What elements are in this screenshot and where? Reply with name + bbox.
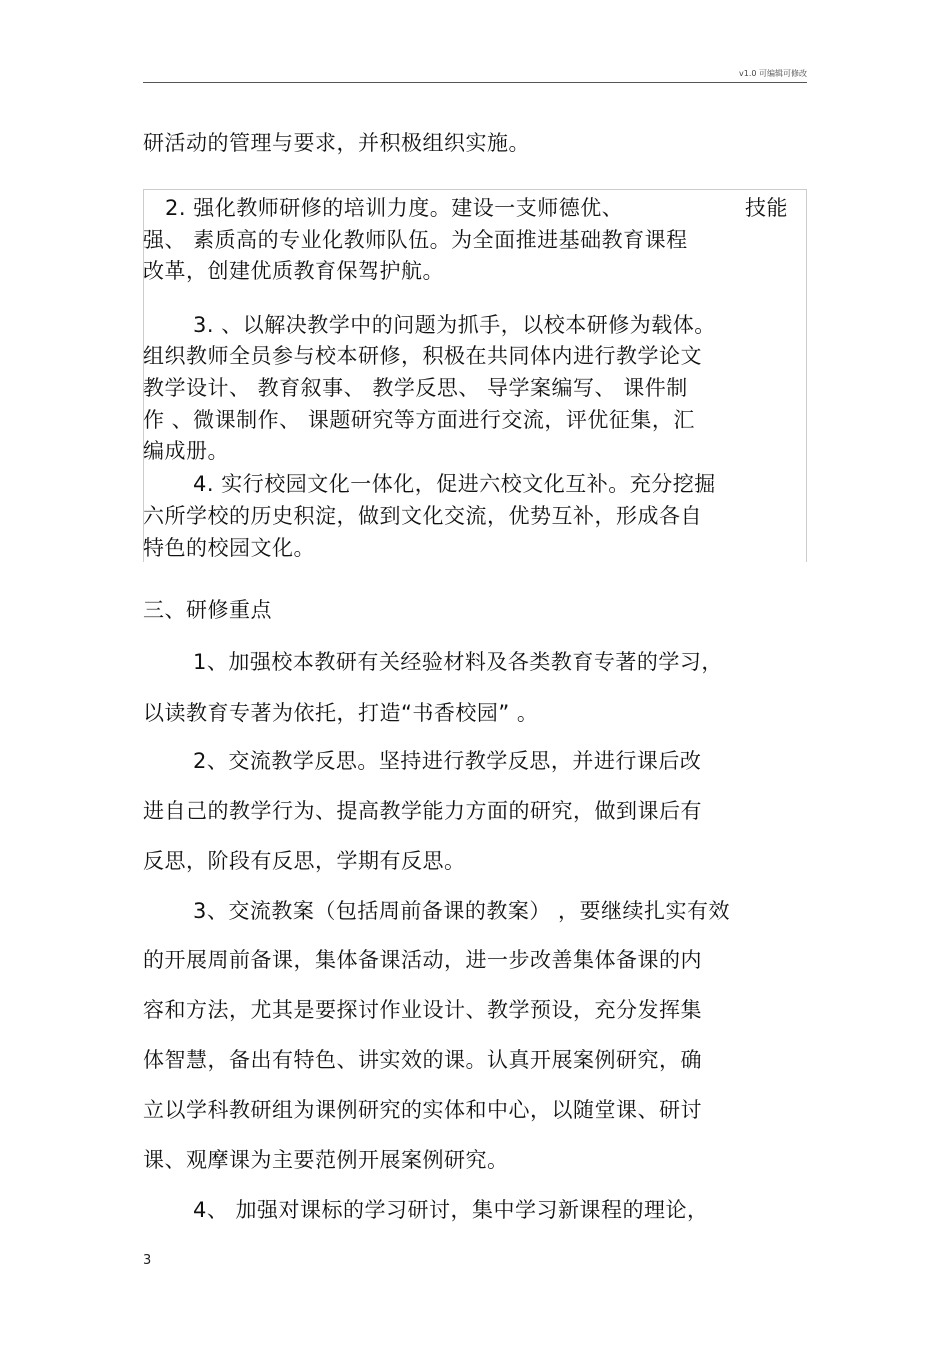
body-line-9: 编成册。 <box>143 439 229 463</box>
body-line-24: 课、观摩课为主要范例开展案例研究。 <box>143 1148 509 1172</box>
body-line-4: 改革，创建优质教育保驾护航。 <box>143 259 444 283</box>
body-line-20: 的开展周前备课，集体备课活动，进一步改善集体备课的内 <box>143 948 702 972</box>
body-line-25: 4、 加强对课标的学习研讨，集中学习新课程的理论， <box>193 1198 709 1222</box>
body-line-3: 强、 素质高的专业化教师队伍。为全面推进基础教育课程 <box>143 228 688 252</box>
body-line-5: 3. 、以解决教学中的问题为抓手，以校本研修为载体。 <box>193 313 716 337</box>
body-line-2a: 2. 强化教师研修的培训力度。建设一支师德优、 <box>165 196 624 220</box>
body-line-15: 以读教育专著为依托，打造“书香校园” 。 <box>143 701 539 725</box>
body-line-18: 反思，阶段有反思，学期有反思。 <box>143 849 466 873</box>
section-heading: 三、研修重点 <box>143 598 272 622</box>
page-number: 3 <box>143 1253 152 1268</box>
body-line-7: 教学设计、 教育叙事、 教学反思、 导学案编写、 课件制 <box>143 376 688 400</box>
body-line-8: 作 、微课制作、 课题研究等方面进行交流，评优征集，汇 <box>143 408 695 432</box>
body-line-23: 立以学科教研组为课例研究的实体和中心，以随堂课、研讨 <box>143 1098 702 1122</box>
body-line-6: 组织教师全员参与校本研修，积极在共同体内进行教学论文 <box>143 344 702 368</box>
body-line-12: 特色的校园文化。 <box>143 536 315 560</box>
body-line-11: 六所学校的历史积淀，做到文化交流，优势互补，形成各自 <box>143 504 702 528</box>
body-line-2b: 技能 <box>745 196 788 220</box>
header-rule <box>143 82 807 83</box>
body-line-16: 2、交流教学反思。坚持进行教学反思，并进行课后改 <box>193 749 702 773</box>
body-line-19: 3、交流教案（包括周前备课的教案） ，要继续扎实有效 <box>193 899 731 923</box>
body-line-21: 容和方法，尤其是要探讨作业设计、教学预设，充分发挥集 <box>143 998 702 1022</box>
body-line-10: 4. 实行校园文化一体化，促进六校文化互补。充分挖掘 <box>193 472 716 496</box>
body-line-14: 1、加强校本教研有关经验材料及各类教育专著的学习， <box>193 650 723 674</box>
body-line-22: 体智慧，备出有特色、讲实效的课。认真开展案例研究，确 <box>143 1048 702 1072</box>
body-line-1: 研活动的管理与要求，并积极组织实施。 <box>143 131 530 155</box>
body-line-17: 进自己的教学行为、提高教学能力方面的研究，做到课后有 <box>143 799 702 823</box>
header-version-note: v1.0 可编辑可修改 <box>739 69 807 78</box>
